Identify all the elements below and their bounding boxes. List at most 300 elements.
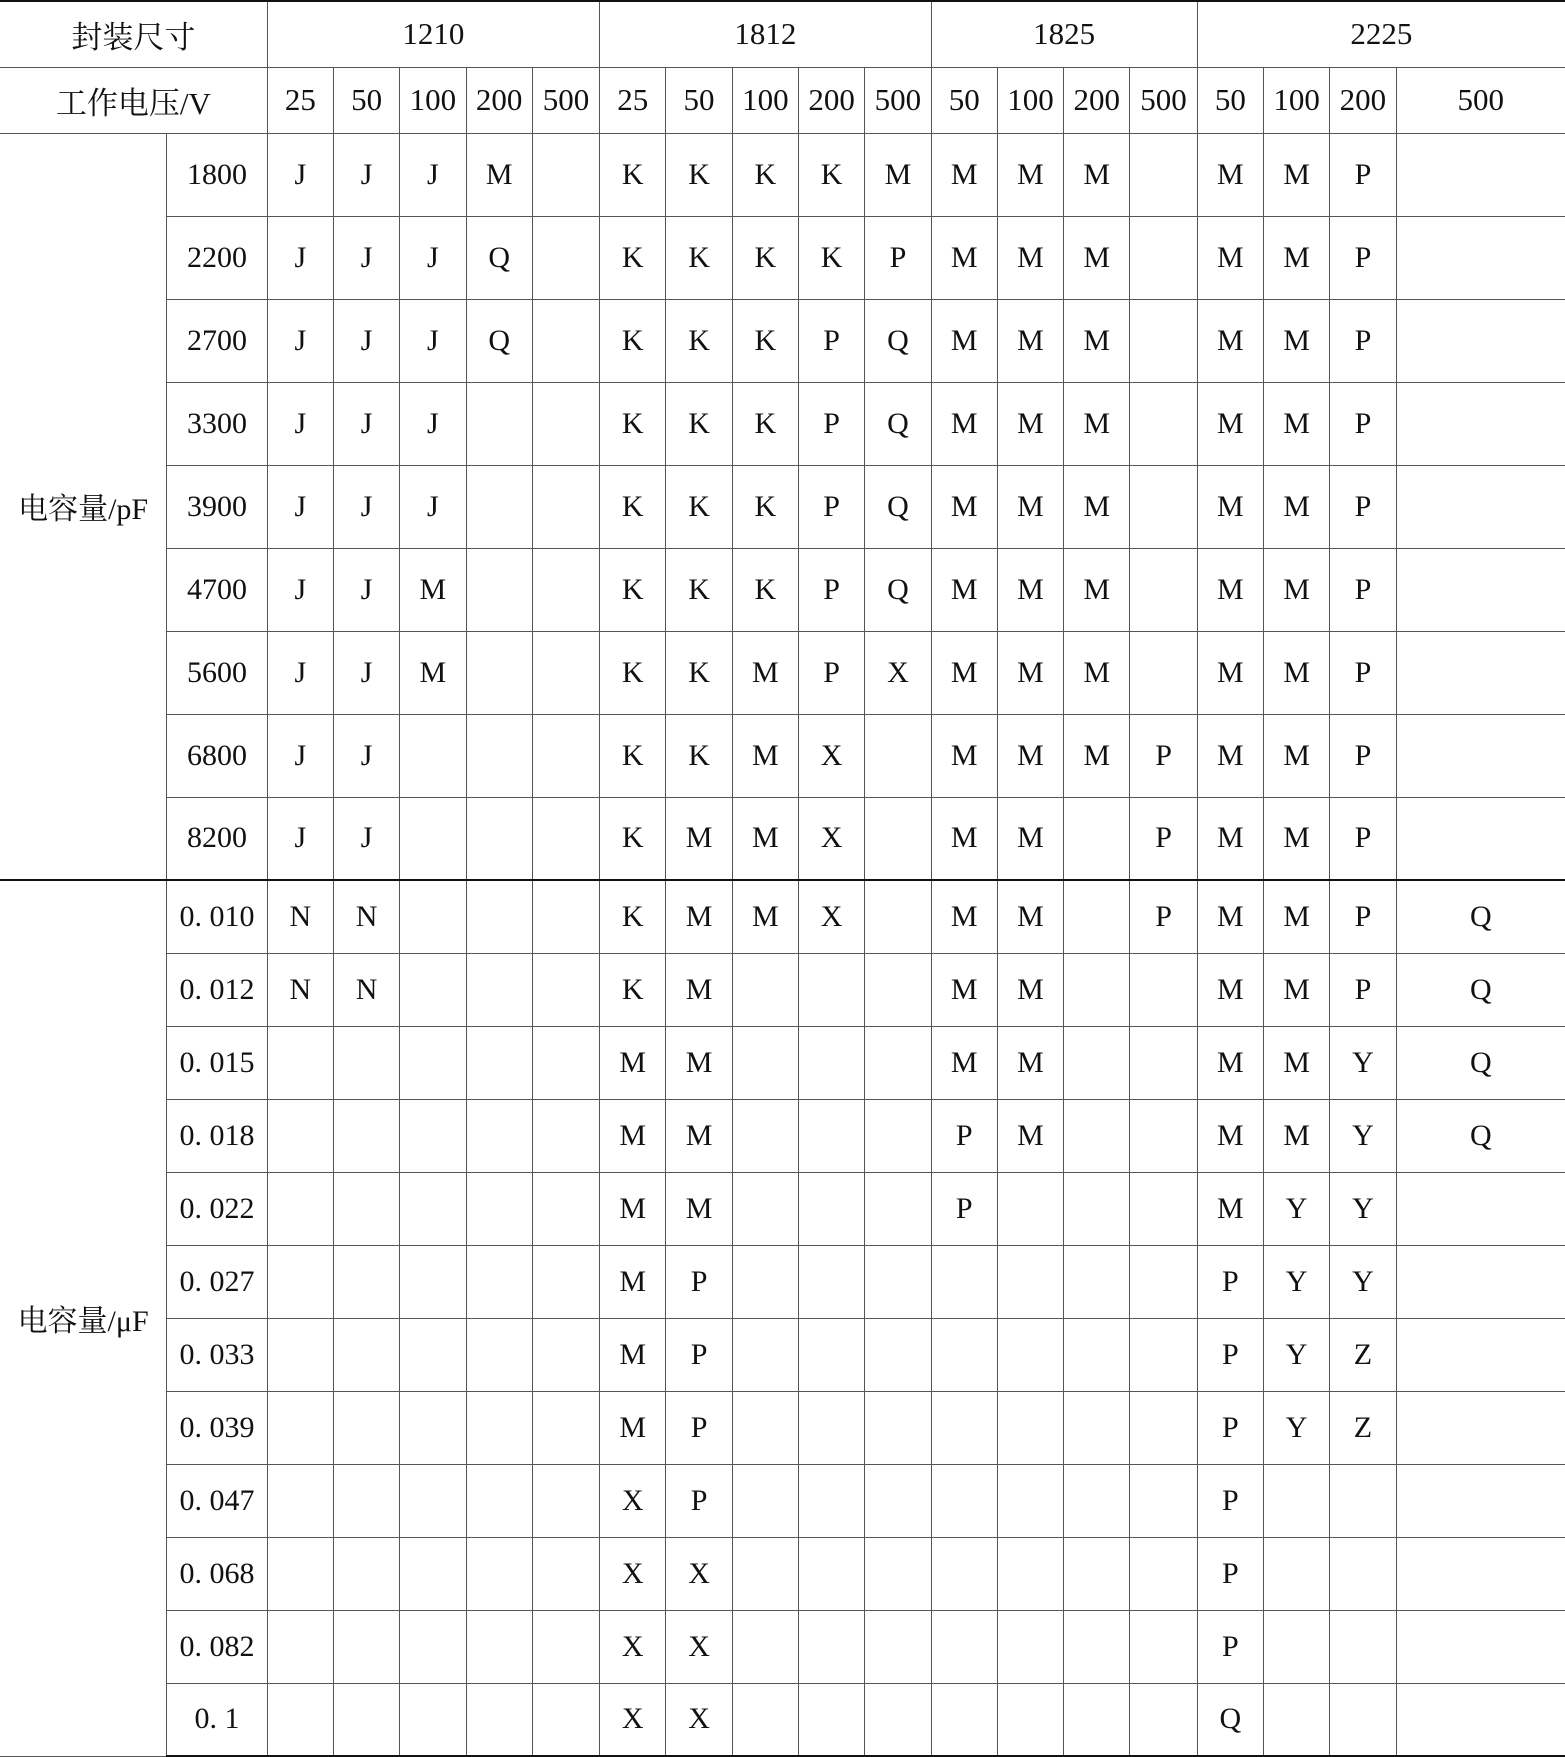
table-cell: M (666, 1172, 732, 1245)
table-cell: J (333, 216, 399, 299)
table-cell (732, 1026, 798, 1099)
table-cell (333, 1610, 399, 1683)
capacitance-value: 0. 068 (167, 1537, 267, 1610)
table-cell: K (600, 548, 666, 631)
table-cell: M (400, 631, 466, 714)
voltage-2225-50: 50 (1197, 67, 1263, 133)
table-cell (732, 1391, 798, 1464)
table-cell (333, 1318, 399, 1391)
table-cell (997, 1683, 1063, 1756)
table-cell (1064, 880, 1130, 953)
table-cell: K (600, 299, 666, 382)
table-cell: M (666, 1026, 732, 1099)
table-cell: K (666, 216, 732, 299)
table-cell: P (666, 1391, 732, 1464)
table-cell (267, 1391, 333, 1464)
table-row (0, 465, 1565, 548)
table-cell (732, 1610, 798, 1683)
table-cell (532, 880, 599, 953)
table-cell: K (798, 216, 864, 299)
capacitance-value: 2200 (167, 216, 267, 299)
table-cell: K (666, 133, 732, 216)
table-cell: P (1130, 797, 1197, 880)
table-cell: J (267, 382, 333, 465)
table-cell (532, 1245, 599, 1318)
table-row (0, 1099, 1565, 1172)
table-cell: P (666, 1318, 732, 1391)
capacitance-value: 0. 082 (167, 1610, 267, 1683)
table-cell: J (333, 714, 399, 797)
table-cell (466, 1172, 532, 1245)
table-cell: K (600, 133, 666, 216)
table-cell (267, 1099, 333, 1172)
table-cell (1396, 1683, 1565, 1756)
table-cell: K (798, 133, 864, 216)
table-cell (400, 797, 466, 880)
table-cell (1263, 1610, 1329, 1683)
table-cell (1130, 1099, 1197, 1172)
table-cell (1064, 1172, 1130, 1245)
table-cell: M (865, 133, 931, 216)
table-cell: P (666, 1245, 732, 1318)
table-cell (1130, 1610, 1197, 1683)
table-cell (732, 1464, 798, 1537)
table-cell: K (600, 797, 666, 880)
table-cell (466, 1683, 532, 1756)
table-cell (1330, 1537, 1396, 1610)
table-cell: J (400, 465, 466, 548)
table-cell (532, 299, 599, 382)
table-cell (865, 1537, 931, 1610)
table-row (0, 1318, 1565, 1391)
table-cell (532, 631, 599, 714)
capacitance-value: 0. 033 (167, 1318, 267, 1391)
table-cell (466, 631, 532, 714)
table-cell (1064, 1537, 1130, 1610)
table-cell (267, 1537, 333, 1610)
table-cell: N (267, 953, 333, 1026)
table-cell: Y (1330, 1172, 1396, 1245)
table-cell (931, 1610, 997, 1683)
table-cell (1130, 1026, 1197, 1099)
table-cell: K (600, 216, 666, 299)
table-cell (865, 1026, 931, 1099)
table-cell (1396, 1537, 1565, 1610)
table-cell (1130, 465, 1197, 548)
table-cell: J (267, 631, 333, 714)
table-cell (466, 714, 532, 797)
table-cell (466, 382, 532, 465)
table-cell (1396, 299, 1565, 382)
table-cell: P (1330, 953, 1396, 1026)
table-cell (400, 1245, 466, 1318)
capacitance-value: 0. 015 (167, 1026, 267, 1099)
table-cell (1396, 548, 1565, 631)
table-row (0, 631, 1565, 714)
table-cell (1396, 1464, 1565, 1537)
table-cell: P (1197, 1245, 1263, 1318)
table-cell (466, 1245, 532, 1318)
table-cell (1130, 133, 1197, 216)
table-cell: M (1064, 548, 1130, 631)
table-cell: K (600, 631, 666, 714)
table-cell: Y (1263, 1172, 1329, 1245)
table-cell: M (1064, 465, 1130, 548)
table-cell (267, 1026, 333, 1099)
table-cell: X (798, 797, 864, 880)
table-cell: K (732, 299, 798, 382)
table-cell (532, 1026, 599, 1099)
table-cell: M (931, 714, 997, 797)
table-cell: K (600, 953, 666, 1026)
table-cell: M (1197, 797, 1263, 880)
table-cell: M (1197, 382, 1263, 465)
table-cell: X (600, 1537, 666, 1610)
table-cell: Q (865, 382, 931, 465)
capacitance-value: 3300 (167, 382, 267, 465)
table-row (0, 1537, 1565, 1610)
table-cell: M (931, 216, 997, 299)
table-cell (532, 797, 599, 880)
table-cell: Y (1263, 1391, 1329, 1464)
table-cell (798, 1683, 864, 1756)
table-cell: Q (466, 299, 532, 382)
table-cell (732, 1099, 798, 1172)
table-cell (1130, 548, 1197, 631)
table-cell: X (666, 1610, 732, 1683)
voltage-1210-100: 100 (400, 67, 466, 133)
table-cell (267, 1683, 333, 1756)
table-cell: P (1130, 714, 1197, 797)
table-cell (532, 1172, 599, 1245)
table-cell (400, 1026, 466, 1099)
table-cell (997, 1318, 1063, 1391)
table-cell: M (1197, 1099, 1263, 1172)
table-cell: J (333, 797, 399, 880)
table-cell (532, 1318, 599, 1391)
table-cell: M (997, 797, 1063, 880)
table-cell (333, 1464, 399, 1537)
table-cell: K (732, 133, 798, 216)
table-cell (931, 1391, 997, 1464)
table-cell (333, 1245, 399, 1318)
table-cell: M (931, 880, 997, 953)
table-cell: M (666, 880, 732, 953)
table-cell: M (1263, 631, 1329, 714)
table-cell (1396, 797, 1565, 880)
table-cell (798, 1391, 864, 1464)
capacitance-value: 8200 (167, 797, 267, 880)
table-cell (267, 1318, 333, 1391)
table-cell (732, 1683, 798, 1756)
table-row (0, 133, 1565, 216)
table-cell: Q (1396, 1026, 1565, 1099)
table-row (0, 1026, 1565, 1099)
table-cell (1130, 216, 1197, 299)
voltage-1812-100: 100 (732, 67, 798, 133)
table-cell (532, 1537, 599, 1610)
table-cell: P (1130, 880, 1197, 953)
table-cell: M (931, 299, 997, 382)
table-cell (1130, 1683, 1197, 1756)
table-cell (1130, 1318, 1197, 1391)
table-cell: M (732, 880, 798, 953)
table-cell: M (1263, 1026, 1329, 1099)
table-cell (1396, 133, 1565, 216)
table-cell: J (267, 216, 333, 299)
table-cell: M (931, 797, 997, 880)
table-cell (267, 1610, 333, 1683)
table-row (0, 299, 1565, 382)
table-cell (466, 1391, 532, 1464)
table-cell: M (931, 133, 997, 216)
voltage-2225-200: 200 (1330, 67, 1396, 133)
table-cell: P (1197, 1391, 1263, 1464)
table-cell: M (732, 797, 798, 880)
table-cell: M (1064, 133, 1130, 216)
table-cell (1130, 1464, 1197, 1537)
table-cell: P (1330, 714, 1396, 797)
table-cell (865, 1099, 931, 1172)
table-row (0, 1391, 1565, 1464)
table-cell: P (666, 1464, 732, 1537)
table-cell (1064, 1464, 1130, 1537)
table-cell: M (1064, 714, 1130, 797)
table-cell: M (997, 714, 1063, 797)
group-label: 电容量/pF (0, 133, 167, 880)
table-cell (1130, 953, 1197, 1026)
table-cell: Y (1330, 1245, 1396, 1318)
table-cell (1064, 1318, 1130, 1391)
table-cell (931, 1464, 997, 1537)
table-row (0, 953, 1565, 1026)
table-cell: M (997, 953, 1063, 1026)
table-cell: X (798, 880, 864, 953)
table-cell: J (400, 299, 466, 382)
table-cell: M (997, 216, 1063, 299)
capacitance-value: 0. 018 (167, 1099, 267, 1172)
table-cell: M (600, 1026, 666, 1099)
table-cell (1396, 465, 1565, 548)
table-cell: K (666, 631, 732, 714)
capacitance-value: 2700 (167, 299, 267, 382)
voltage-1812-25: 25 (600, 67, 666, 133)
table-cell: M (732, 631, 798, 714)
table-cell (865, 714, 931, 797)
table-cell: P (931, 1172, 997, 1245)
table-cell: M (997, 382, 1063, 465)
table-cell: M (1263, 1099, 1329, 1172)
table-cell (333, 1172, 399, 1245)
capacitance-value: 0. 022 (167, 1172, 267, 1245)
table-cell (532, 548, 599, 631)
table-cell: M (1197, 880, 1263, 953)
table-cell: M (600, 1172, 666, 1245)
table-cell: M (931, 1026, 997, 1099)
table-cell (865, 1245, 931, 1318)
table-cell: Q (1396, 953, 1565, 1026)
table-cell: J (333, 465, 399, 548)
voltage-header-row (0, 67, 1565, 133)
group-label: 电容量/μF (0, 880, 167, 1756)
table-cell (798, 1026, 864, 1099)
table-cell (532, 714, 599, 797)
table-cell (865, 1391, 931, 1464)
table-row (0, 1683, 1565, 1756)
table-cell: M (931, 631, 997, 714)
table-cell: K (666, 299, 732, 382)
table-cell: P (798, 631, 864, 714)
table-cell (865, 953, 931, 1026)
table-cell (1064, 797, 1130, 880)
table-cell: K (600, 880, 666, 953)
table-cell (466, 1464, 532, 1537)
capacitance-value: 4700 (167, 548, 267, 631)
table-cell: M (1197, 216, 1263, 299)
table-cell: M (997, 1026, 1063, 1099)
table-cell: P (798, 299, 864, 382)
table-cell: Q (865, 299, 931, 382)
table-cell (931, 1537, 997, 1610)
table-cell (732, 1318, 798, 1391)
table-cell: M (1197, 714, 1263, 797)
table-cell (798, 1318, 864, 1391)
table-cell (865, 1683, 931, 1756)
table-cell (532, 1099, 599, 1172)
table-cell (931, 1245, 997, 1318)
capacitance-value: 0. 039 (167, 1391, 267, 1464)
table-cell: Q (865, 465, 931, 548)
package-1812: 1812 (600, 1, 931, 67)
table-cell: M (666, 1099, 732, 1172)
table-cell: X (865, 631, 931, 714)
table-cell: M (600, 1099, 666, 1172)
table-cell (1130, 1245, 1197, 1318)
table-cell (865, 797, 931, 880)
table-cell (532, 1610, 599, 1683)
capacitance-value: 3900 (167, 465, 267, 548)
table-row (0, 1464, 1565, 1537)
table-cell (732, 1245, 798, 1318)
table-cell (1330, 1464, 1396, 1537)
table-cell (532, 1464, 599, 1537)
table-cell (1263, 1537, 1329, 1610)
table-cell (1064, 1099, 1130, 1172)
table-cell: P (1330, 382, 1396, 465)
table-cell (267, 1464, 333, 1537)
table-cell (333, 1683, 399, 1756)
table-cell (333, 1099, 399, 1172)
table-cell: Y (1330, 1026, 1396, 1099)
table-cell: M (1064, 299, 1130, 382)
voltage-2225-100: 100 (1263, 67, 1329, 133)
package-2225: 2225 (1197, 1, 1565, 67)
table-cell: M (931, 548, 997, 631)
table-cell: X (666, 1683, 732, 1756)
table-cell: X (798, 714, 864, 797)
table-cell: M (1263, 133, 1329, 216)
table-cell: M (997, 880, 1063, 953)
table-cell: P (1330, 797, 1396, 880)
table-cell: Q (466, 216, 532, 299)
table-cell (532, 133, 599, 216)
table-cell: P (1197, 1318, 1263, 1391)
table-cell: M (1064, 216, 1130, 299)
table-cell (1396, 714, 1565, 797)
table-cell (466, 1026, 532, 1099)
table-cell (532, 382, 599, 465)
table-cell: Z (1330, 1391, 1396, 1464)
table-cell (997, 1464, 1063, 1537)
table-cell: Z (1330, 1318, 1396, 1391)
table-cell: P (1330, 880, 1396, 953)
table-cell (532, 953, 599, 1026)
table-cell: P (931, 1099, 997, 1172)
table-cell: K (666, 714, 732, 797)
voltage-1812-50: 50 (666, 67, 732, 133)
table-cell: X (600, 1683, 666, 1756)
table-row (0, 1245, 1565, 1318)
table-cell (1330, 1610, 1396, 1683)
table-cell: K (732, 216, 798, 299)
table-cell (798, 953, 864, 1026)
table-cell (1396, 1610, 1565, 1683)
table-cell (997, 1172, 1063, 1245)
table-cell: J (400, 382, 466, 465)
table-cell: P (1330, 216, 1396, 299)
table-cell (400, 1683, 466, 1756)
table-row (0, 382, 1565, 465)
table-cell: X (666, 1537, 732, 1610)
table-cell (997, 1245, 1063, 1318)
voltage-1210-25: 25 (267, 67, 333, 133)
table-cell: J (267, 299, 333, 382)
table-cell (466, 797, 532, 880)
table-cell: P (1197, 1610, 1263, 1683)
table-row (0, 216, 1565, 299)
table-body (0, 1, 1565, 1756)
table-cell: M (1263, 797, 1329, 880)
table-cell: K (666, 382, 732, 465)
table-cell (732, 1172, 798, 1245)
table-row (0, 880, 1565, 953)
table-cell: Q (865, 548, 931, 631)
table-cell: P (1330, 548, 1396, 631)
table-cell (466, 880, 532, 953)
table-cell: K (600, 465, 666, 548)
capacitance-value: 0. 010 (167, 880, 267, 953)
table-cell: P (1330, 299, 1396, 382)
table-cell (1130, 631, 1197, 714)
table-cell: M (1197, 1026, 1263, 1099)
table-cell: J (400, 216, 466, 299)
table-cell (400, 953, 466, 1026)
voltage-label: 工作电压/V (0, 67, 267, 133)
table-cell (1396, 1391, 1565, 1464)
table-cell (532, 216, 599, 299)
table-cell: P (865, 216, 931, 299)
table-cell: M (997, 133, 1063, 216)
table-cell (1263, 1464, 1329, 1537)
table-cell: K (600, 714, 666, 797)
table-cell (1064, 1391, 1130, 1464)
table-cell: M (600, 1391, 666, 1464)
table-cell: J (267, 133, 333, 216)
table-cell (1064, 1610, 1130, 1683)
package-1825: 1825 (931, 1, 1197, 67)
table-cell: M (1197, 1172, 1263, 1245)
table-cell (532, 465, 599, 548)
